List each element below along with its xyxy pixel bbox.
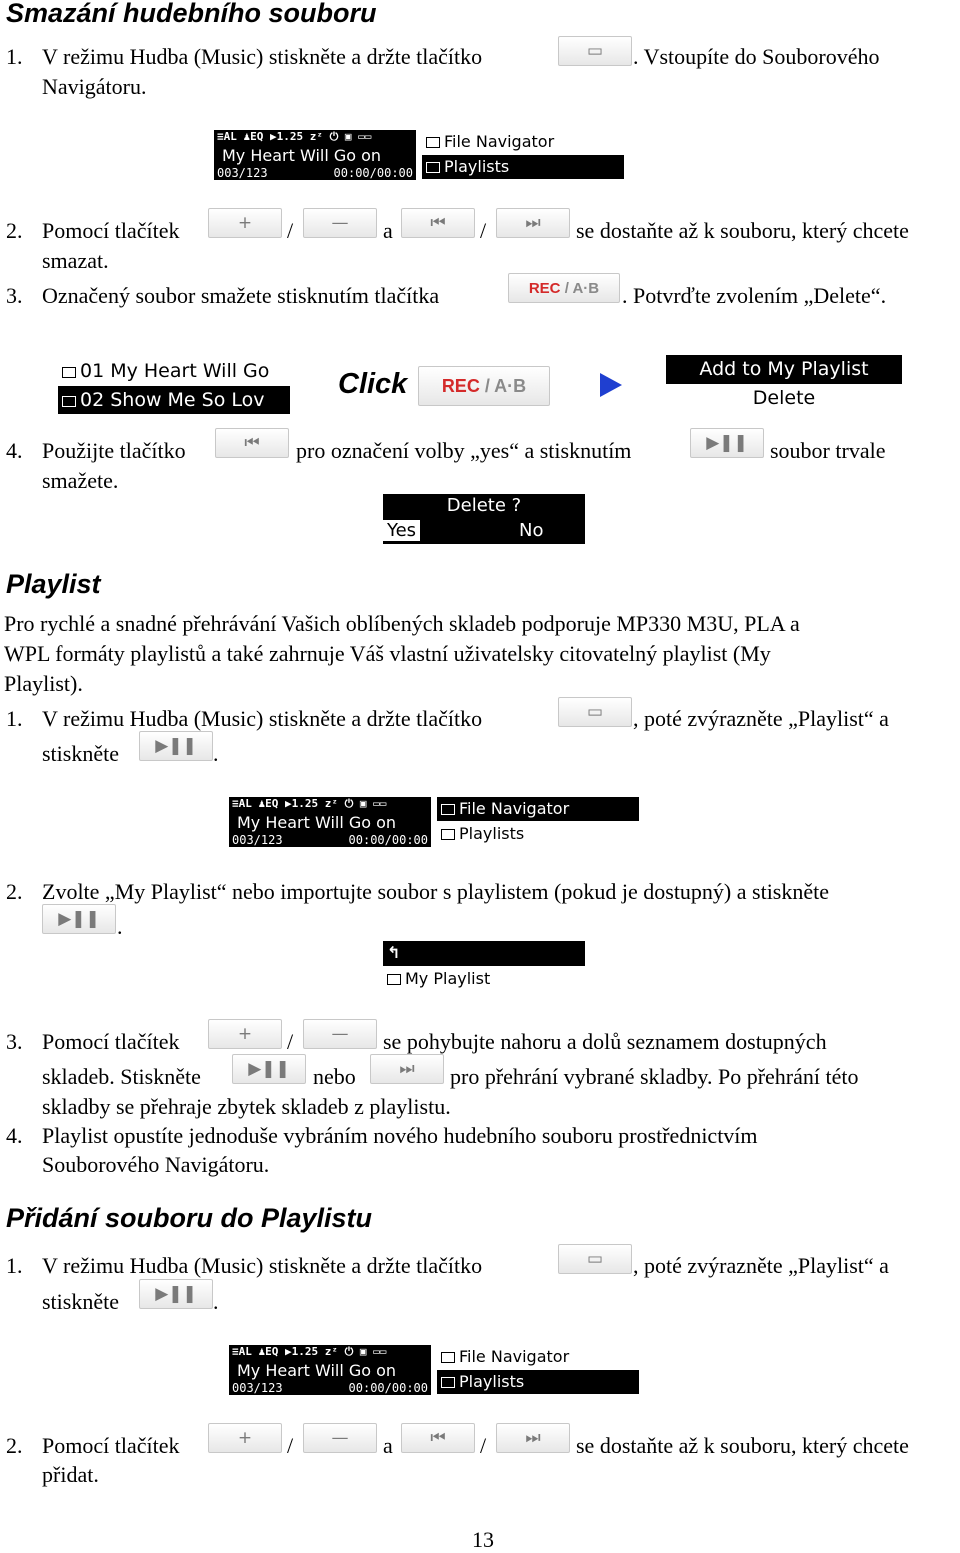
step-text: Souborového Navigátoru. bbox=[42, 1152, 270, 1177]
step-number: 4. bbox=[6, 1123, 23, 1148]
file-row: 01 My Heart Will Go bbox=[58, 357, 290, 385]
step-text: pro označení volby „yes“ a stisknutím bbox=[296, 438, 632, 463]
menu-item-add-to-playlist: Add to My Playlist bbox=[666, 355, 902, 384]
plus-button-icon: + bbox=[208, 1423, 282, 1453]
step-text: se pohybujte nahoru a dolů seznamem dostupných bbox=[383, 1029, 827, 1054]
step-text: se dostaňte až k souboru, který chcete bbox=[576, 1433, 909, 1458]
player-screen bbox=[229, 797, 431, 847]
step-number: 1. bbox=[6, 706, 23, 731]
song-title: My Heart Will Go on bbox=[222, 146, 382, 165]
menu-item-file-navigator: File Navigator bbox=[437, 1345, 639, 1369]
player-menu bbox=[437, 1345, 639, 1395]
conjunction: a bbox=[383, 218, 393, 243]
next-button-icon: ⏭ bbox=[496, 1423, 570, 1453]
step-text: Pomocí tlačítek bbox=[42, 1433, 180, 1458]
step-text: se dostaňte až k souboru, který chcete bbox=[576, 218, 909, 243]
folder-icon bbox=[441, 1377, 455, 1388]
step-text: soubor trvale bbox=[770, 438, 886, 463]
step-text: Označený soubor smažete stisknutím tlačítka bbox=[42, 283, 440, 308]
separator: / bbox=[287, 1029, 294, 1054]
back-arrow-icon: ↰ bbox=[387, 943, 401, 962]
folder-icon bbox=[387, 974, 401, 985]
step-text: pro přehrání vybrané skladby. Po přehrání této bbox=[450, 1064, 859, 1089]
rec-ab-button-icon: REC / A·B bbox=[508, 273, 620, 303]
separator: / bbox=[287, 1433, 294, 1458]
track-counter: 003/123 00:00/00:00 bbox=[232, 833, 428, 847]
option-yes: Yes bbox=[383, 520, 420, 541]
status-bar: ≡AL ♟EQ ▶1.25 zᶻ ⏻ ▣ ▭▭ bbox=[217, 130, 372, 143]
play-pause-button-icon: ▶❚❚ bbox=[232, 1054, 306, 1084]
section-heading-delete: Smazání hudebního souboru bbox=[6, 0, 377, 28]
next-button-icon: ⏭ bbox=[496, 208, 570, 238]
player-screen bbox=[214, 130, 416, 180]
song-title: My Heart Will Go on bbox=[237, 1361, 397, 1380]
step-text: Pomocí tlačítek bbox=[42, 1029, 180, 1054]
file-row-selected: 02 Show Me So Lov bbox=[58, 386, 290, 414]
step-text: Navigátoru. bbox=[42, 74, 147, 99]
step-text: Playlist opustíte jednoduše vybráním nového hudebního souboru prostřednictvím bbox=[42, 1123, 758, 1148]
menu-button-icon: ▭ bbox=[558, 36, 632, 66]
menu-item-delete: Delete bbox=[752, 387, 816, 409]
step-text: . bbox=[213, 741, 219, 766]
file-icon bbox=[62, 396, 76, 407]
step-text: stiskněte bbox=[42, 1289, 119, 1314]
prev-button-icon: ⏮ bbox=[401, 208, 475, 238]
context-menu-screen bbox=[666, 355, 902, 413]
folder-icon bbox=[441, 804, 455, 815]
conjunction: a bbox=[383, 1433, 393, 1458]
menu-item-file-navigator: File Navigator bbox=[422, 130, 624, 154]
option-no: No bbox=[519, 520, 544, 541]
play-pause-button-icon: ▶❚❚ bbox=[690, 428, 764, 458]
step-text: V režimu Hudba (Music) stiskněte a držte tlačítko bbox=[42, 706, 483, 731]
menu-item-playlists: Playlists bbox=[422, 155, 624, 179]
dialog-options bbox=[383, 519, 585, 543]
step-number: 2. bbox=[6, 879, 23, 904]
step-text: skladeb. Stiskněte bbox=[42, 1064, 201, 1089]
step-text: . bbox=[213, 1289, 219, 1314]
minus-button-icon: — bbox=[303, 208, 377, 238]
separator: / bbox=[480, 218, 487, 243]
track-counter: 003/123 00:00/00:00 bbox=[217, 166, 413, 180]
step-text: smažete. bbox=[42, 468, 119, 493]
play-pause-button-icon: ▶❚❚ bbox=[42, 904, 116, 934]
folder-icon bbox=[441, 1352, 455, 1363]
step-text: skladby se přehraje zbytek skladeb z playlistu. bbox=[42, 1094, 451, 1119]
plus-button-icon: + bbox=[208, 208, 282, 238]
step-number: 2. bbox=[6, 218, 23, 243]
next-button-icon: ⏭ bbox=[370, 1054, 444, 1084]
player-screen bbox=[229, 1345, 431, 1395]
play-pause-button-icon: ▶❚❚ bbox=[139, 731, 213, 761]
step-number: 1. bbox=[6, 44, 23, 69]
menu-item-playlists: Playlists bbox=[437, 822, 639, 846]
folder-icon bbox=[426, 137, 440, 148]
step-text: . bbox=[117, 914, 123, 939]
step-text: , poté zvýrazněte „Playlist“ a bbox=[633, 706, 889, 731]
menu-button-icon: ▭ bbox=[558, 1244, 632, 1274]
step-text: . Vstoupíte do Souborového bbox=[633, 44, 880, 69]
step-text: V režimu Hudba (Music) stiskněte a držte tlačítko bbox=[42, 44, 483, 69]
step-number: 3. bbox=[6, 1029, 23, 1054]
step-text: V režimu Hudba (Music) stiskněte a držte tlačítko bbox=[42, 1253, 483, 1278]
step-text: smazat. bbox=[42, 248, 109, 273]
paragraph-line: Pro rychlé a snadné přehrávání Vašich oblíbených skladeb podporuje MP330 M3U, PLA a bbox=[4, 611, 800, 636]
step-text: , poté zvýrazněte „Playlist“ a bbox=[633, 1253, 889, 1278]
file-list-screen bbox=[58, 355, 290, 415]
step-text: nebo bbox=[313, 1064, 356, 1089]
menu-item-file-navigator: File Navigator bbox=[437, 797, 639, 821]
menu-item-playlists: Playlists bbox=[437, 1370, 639, 1394]
section-heading-add-to-playlist: Přidání souboru do Playlistu bbox=[6, 1203, 373, 1233]
paragraph-line: Playlist). bbox=[4, 671, 83, 696]
step-number: 1. bbox=[6, 1253, 23, 1278]
delete-dialog-screen bbox=[383, 494, 585, 544]
playlist-row: My Playlist bbox=[383, 966, 585, 991]
step-text: Použijte tlačítko bbox=[42, 438, 186, 463]
minus-button-icon: — bbox=[303, 1423, 377, 1453]
step-number: 4. bbox=[6, 438, 23, 463]
dialog-title: Delete ? bbox=[446, 495, 522, 516]
arrow-right-icon bbox=[596, 371, 626, 399]
step-text: stiskněte bbox=[42, 741, 119, 766]
play-pause-button-icon: ▶❚❚ bbox=[139, 1279, 213, 1309]
file-icon bbox=[62, 367, 76, 378]
page-number: 13 bbox=[472, 1527, 494, 1552]
status-bar: ≡AL ♟EQ ▶1.25 zᶻ ⏻ ▣ ▭▭ bbox=[232, 797, 387, 810]
plus-button-icon: + bbox=[208, 1019, 282, 1049]
player-menu bbox=[422, 130, 624, 180]
click-label: Click bbox=[338, 368, 408, 400]
folder-icon bbox=[441, 829, 455, 840]
separator: / bbox=[480, 1433, 487, 1458]
playlist-screen bbox=[383, 941, 585, 991]
step-text: přidat. bbox=[42, 1462, 99, 1487]
step-number: 2. bbox=[6, 1433, 23, 1458]
prev-button-icon: ⏮ bbox=[215, 428, 289, 458]
step-text: Zvolte „My Playlist“ nebo importujte soubor s playlistem (pokud je dostupný) a stiskněte bbox=[42, 879, 830, 904]
step-text: . Potvrďte zvolením „Delete“. bbox=[622, 283, 887, 308]
folder-icon bbox=[426, 162, 440, 173]
back-row bbox=[383, 941, 585, 966]
step-text: Pomocí tlačítek bbox=[42, 218, 180, 243]
status-bar: ≡AL ♟EQ ▶1.25 zᶻ ⏻ ▣ ▭▭ bbox=[232, 1345, 387, 1358]
player-menu bbox=[437, 797, 639, 847]
rec-ab-button-icon: REC / A·B bbox=[418, 366, 550, 406]
minus-button-icon: — bbox=[303, 1019, 377, 1049]
menu-button-icon: ▭ bbox=[558, 697, 632, 727]
song-title: My Heart Will Go on bbox=[237, 813, 397, 832]
track-counter: 003/123 00:00/00:00 bbox=[232, 1381, 428, 1395]
step-number: 3. bbox=[6, 283, 23, 308]
paragraph-line: WPL formáty playlistů a také zahrnuje Váš vlastní uživatelsky citovatelný playlist (My bbox=[4, 641, 771, 666]
prev-button-icon: ⏮ bbox=[401, 1423, 475, 1453]
separator: / bbox=[287, 218, 294, 243]
section-heading-playlist: Playlist bbox=[6, 569, 101, 599]
